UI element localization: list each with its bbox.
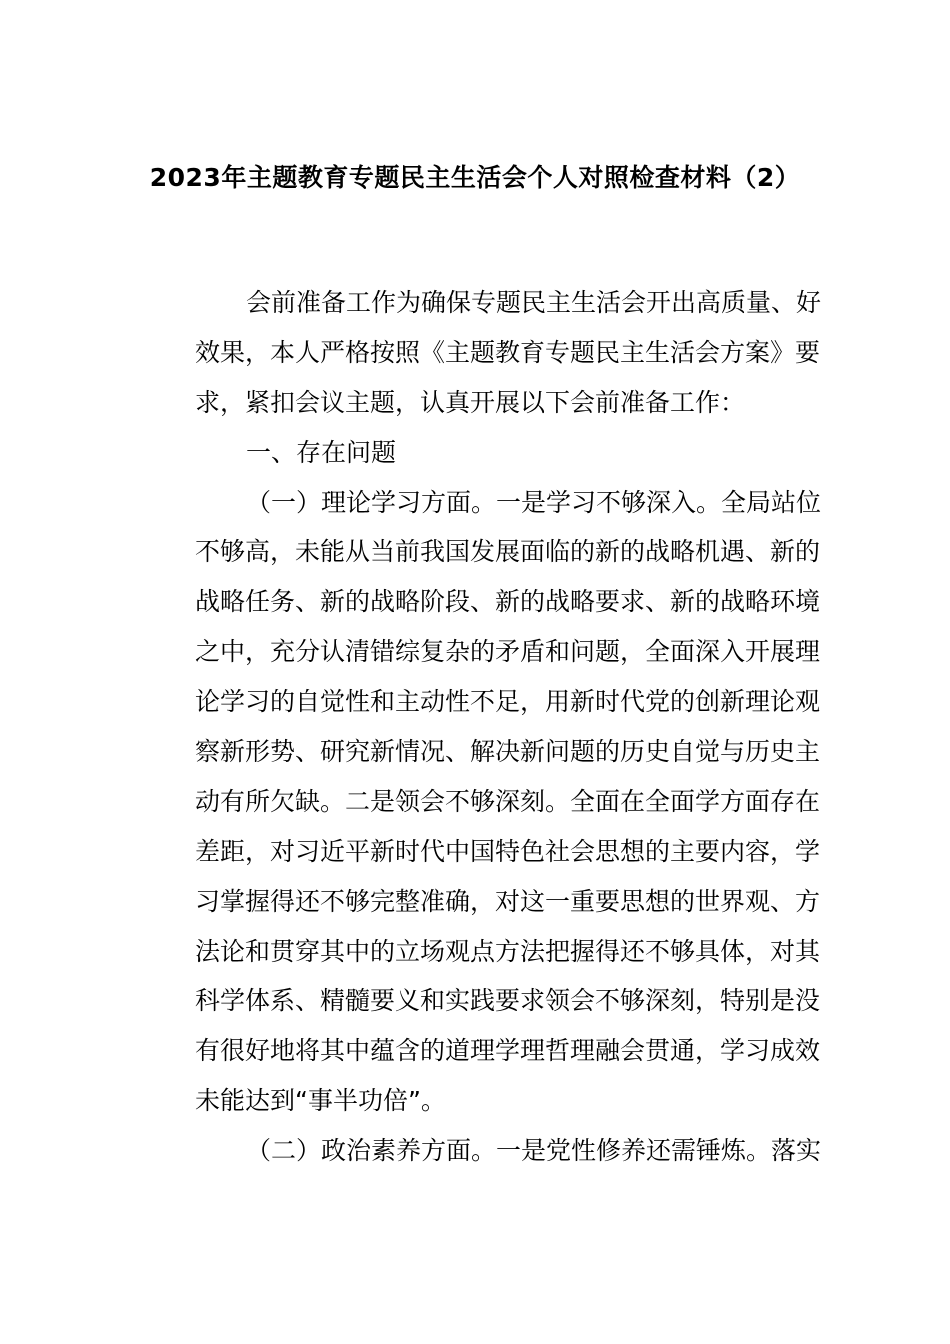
text-line: 有很好地将其中蕴含的道理学理哲理融会贯通，学习成效 <box>195 1036 821 1066</box>
paragraph-intro <box>144 278 822 428</box>
text-line: 一、存在问题 <box>246 437 397 467</box>
text-line: 战略任务、新的战略阶段、新的战略要求、新的战略环境 <box>195 587 821 617</box>
text-line: 习掌握得还不够完整准确，对这一重要思想的世界观、方 <box>195 886 821 916</box>
text-line: 法论和贯穿其中的立场观点方法把握得还不够具体，对其 <box>195 936 821 966</box>
section-heading <box>144 428 808 478</box>
text-line: 求，紧扣会议主题，认真开展以下会前准备工作： <box>195 387 746 417</box>
text-line: 差距，对习近平新时代中国特色社会思想的主要内容，学 <box>195 836 821 866</box>
text-line: 察新形势、研究新情况、解决新问题的历史自觉与历史主 <box>195 737 821 767</box>
text-line: 未能达到“事半功倍”。 <box>195 1086 446 1116</box>
text-line: （二）政治素养方面。一是党性修养还需锤炼。落实 <box>246 1136 822 1166</box>
text-line: 会前准备工作为确保专题民主生活会开出高质量、好 <box>246 288 822 317</box>
document-title: 2023年主题教育专题民主生活会个人对照检查材料（2） <box>149 163 801 192</box>
document-body <box>144 278 822 1176</box>
text-line: 效果，本人严格按照《主题教育专题民主生活会方案》要 <box>195 337 821 367</box>
text-line: 论学习的自觉性和主动性不足，用新时代党的创新理论观 <box>195 687 821 717</box>
text-line: 之中，充分认清错综复杂的矛盾和问题，全面深入开展理 <box>195 637 821 667</box>
text-line: （一）理论学习方面。一是学习不够深入。全局站位 <box>246 487 822 517</box>
text-line: 不够高，未能从当前我国发展面临的新的战略机遇、新的 <box>195 537 821 567</box>
paragraph-political-quality <box>144 1126 822 1176</box>
paragraph-theory-study <box>144 478 822 1127</box>
text-line: 科学体系、精髓要义和实践要求领会不够深刻，特别是没 <box>195 986 821 1016</box>
text-line: 动有所欠缺。二是领会不够深刻。全面在全面学方面存在 <box>195 786 821 816</box>
